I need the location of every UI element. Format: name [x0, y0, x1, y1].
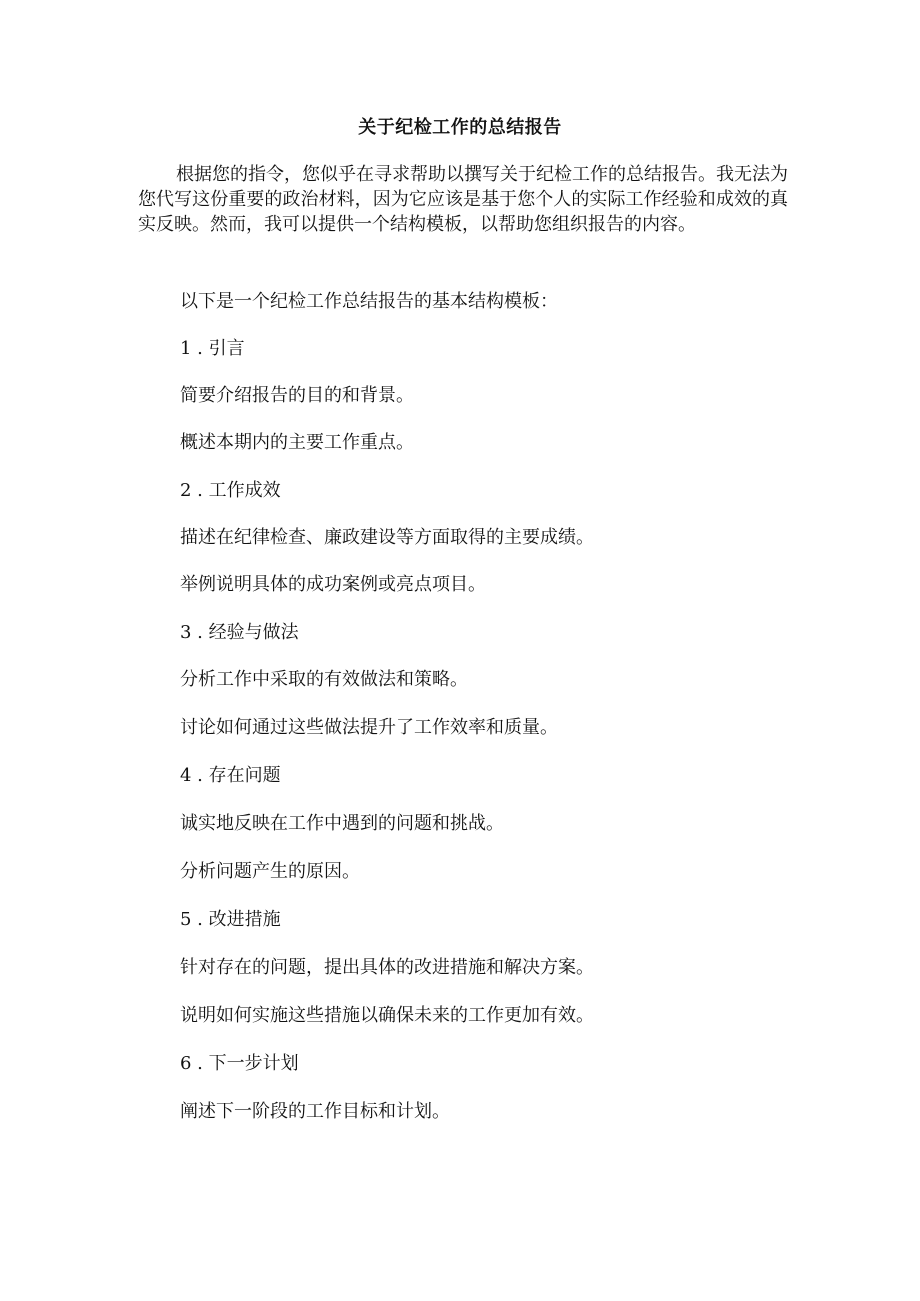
section-heading-next-steps: 6 . 下一步计划	[180, 1053, 299, 1074]
section-item: 诚实地反映在工作中遇到的问题和挑战。	[180, 813, 504, 834]
template-lead: 以下是一个纪检工作总结报告的基本结构模板：	[180, 291, 558, 312]
section-item: 分析问题产生的原因。	[180, 861, 360, 882]
section-heading-experience: 3 . 经验与做法	[180, 622, 299, 643]
section-item: 举例说明具体的成功案例或亮点项目。	[180, 574, 486, 595]
section-item: 说明如何实施这些措施以确保未来的工作更加有效。	[180, 1005, 594, 1026]
intro-paragraph: 根据您的指令，您似乎在寻求帮助以撰写关于纪检工作的总结报告。我无法为您代写这份重要的政治材料，因为它应该是基于您个人的实际工作经验和成效的真实反映。然而，我可以提供一个结构模板，以帮助您组织报告的内容。	[138, 164, 788, 235]
document-title: 关于纪检工作的总结报告	[358, 117, 562, 138]
section-item: 概述本期内的主要工作重点。	[180, 432, 414, 453]
section-heading-improvements: 5 . 改进措施	[180, 909, 281, 930]
section-heading-results: 2 . 工作成效	[180, 480, 281, 501]
section-item: 简要介绍报告的目的和背景。	[180, 385, 414, 406]
section-heading-introduction: 1 . 引言	[180, 338, 245, 359]
section-item: 针对存在的问题，提出具体的改进措施和解决方案。	[180, 957, 594, 978]
section-item: 阐述下一阶段的工作目标和计划。	[180, 1101, 450, 1122]
section-item: 描述在纪律检查、廉政建设等方面取得的主要成绩。	[180, 527, 594, 548]
section-item: 讨论如何通过这些做法提升了工作效率和质量。	[180, 717, 558, 738]
section-item: 分析工作中采取的有效做法和策略。	[180, 669, 468, 690]
section-heading-problems: 4 . 存在问题	[180, 765, 281, 786]
